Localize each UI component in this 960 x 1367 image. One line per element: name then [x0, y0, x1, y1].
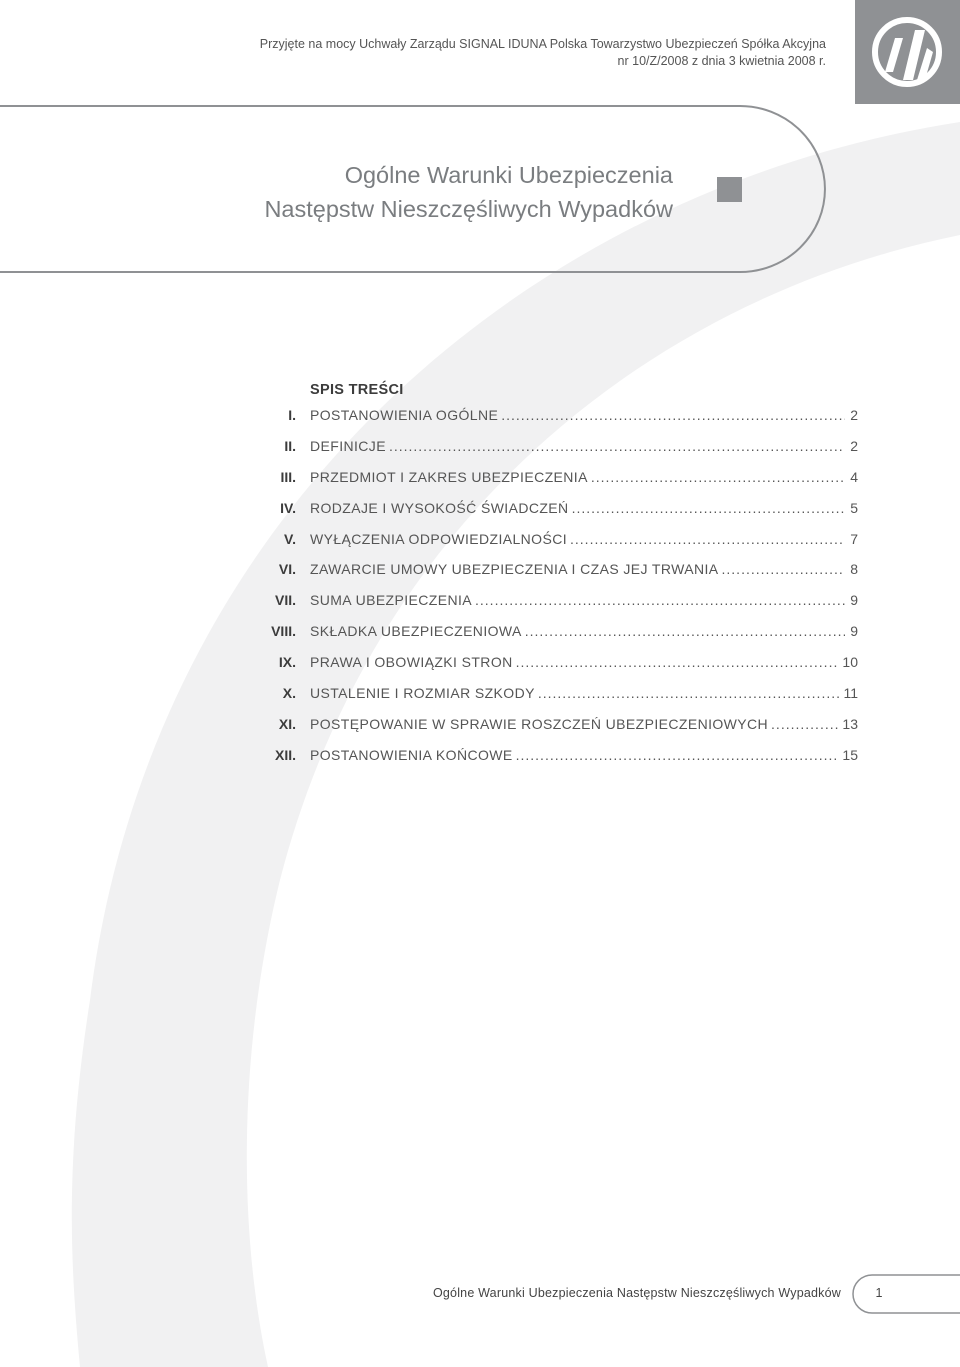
document-title-line-1: Ogólne Warunki Ubezpieczenia	[344, 162, 673, 188]
toc-row[interactable]	[256, 500, 858, 531]
page-number: 1	[875, 1286, 883, 1300]
toc-row[interactable]	[256, 685, 858, 716]
toc-item-page: 9	[850, 623, 858, 640]
toc-item-title: PRZEDMIOT I ZAKRES UBEZPIECZENIA	[310, 468, 588, 485]
toc-item-number: III.	[280, 468, 296, 485]
toc-item-page: 5	[850, 499, 858, 516]
toc-item-title: RODZAJE I WYSOKOŚĆ ŚWIADCZEŃ	[310, 499, 569, 516]
toc-row[interactable]	[256, 561, 858, 592]
toc-item-page: 10	[842, 654, 858, 671]
toc-item-number: II.	[284, 437, 296, 454]
toc-item-number: VI.	[278, 561, 296, 578]
toc-item-page: 4	[850, 468, 858, 485]
toc-leader-dots	[722, 561, 845, 577]
toc-item-number: VIII.	[271, 623, 296, 640]
title-frame	[0, 0, 960, 300]
toc-item-title: POSTANOWIENIA OGÓLNE	[310, 407, 499, 423]
toc-leader-dots	[475, 592, 845, 608]
toc-item-title: PRAWA I OBOWIĄZKI STRON	[310, 654, 513, 671]
toc-item-page: 7	[850, 530, 858, 547]
toc-leader-dots	[570, 531, 845, 547]
toc-item-title: SKŁADKA UBEZPIECZENIOWA	[310, 623, 522, 640]
toc-item-page: 8	[850, 561, 858, 578]
document-title	[264, 158, 673, 226]
toc-item-title: ZAWARCIE UMOWY UBEZPIECZENIA I CZAS JEJ TRWANIA	[310, 561, 719, 578]
toc-item-page: 2	[850, 437, 858, 454]
toc-item-page: 2	[850, 407, 858, 423]
toc-item-number: X.	[282, 685, 296, 702]
toc-item-number: IV.	[280, 499, 296, 516]
toc-item-number: VII.	[274, 592, 296, 609]
toc-row[interactable]	[256, 407, 858, 438]
toc-leader-dots	[516, 654, 840, 670]
toc-leader-dots	[501, 407, 845, 423]
document-title-line-2: Następstw Nieszczęśliwych Wypadków	[264, 196, 673, 222]
toc-item-title: USTALENIE I ROZMIAR SZKODY	[310, 685, 535, 702]
toc-item-number: V.	[284, 530, 296, 547]
toc-row[interactable]	[256, 531, 858, 562]
toc-row[interactable]	[256, 747, 858, 778]
toc-row[interactable]	[256, 469, 858, 500]
toc-row[interactable]	[256, 438, 858, 469]
footer-title: Ogólne Warunki Ubezpieczenia Następstw Nieszczęśliwych Wypadków	[432, 1286, 841, 1300]
toc-item-page: 13	[842, 715, 858, 732]
toc-row[interactable]	[256, 716, 858, 747]
toc-row[interactable]	[256, 592, 858, 623]
toc-item-number: XII.	[274, 746, 296, 763]
toc-leader-dots	[389, 438, 845, 454]
toc-item-number: XI.	[278, 715, 296, 732]
toc-item-number: IX.	[278, 654, 296, 671]
toc-leader-dots	[516, 747, 840, 763]
toc-row[interactable]	[256, 654, 858, 685]
adoption-note-line-1: Przyjęte na mocy Uchwały Zarządu SIGNAL IDUNA Polska Towarzystwo Ubezpieczeń Spółka Akcyjna	[259, 37, 826, 51]
toc-leader-dots	[591, 469, 845, 485]
toc-leader-dots	[572, 500, 845, 516]
toc-item-page: 9	[850, 592, 858, 609]
toc-item-title: POSTĘPOWANIE W SPRAWIE ROSZCZEŃ UBEZPIECZENIOWYCH	[310, 715, 769, 732]
decorative-square	[717, 177, 742, 202]
toc-leader-dots	[538, 685, 841, 701]
toc-leader-dots	[771, 716, 839, 732]
adoption-note-line-2: nr 10/Z/2008 z dnia 3 kwietnia 2008 r.	[617, 54, 826, 68]
toc-leader-dots	[525, 623, 845, 639]
toc-item-title: WYŁĄCZENIA ODPOWIEDZIALNOŚCI	[310, 530, 568, 547]
toc-row[interactable]	[256, 623, 858, 654]
toc-item-page: 11	[843, 685, 858, 702]
toc-item-title: SUMA UBEZPIECZENIA	[310, 592, 473, 609]
table-of-contents	[256, 407, 858, 778]
toc-item-title: POSTANOWIENIA KOŃCOWE	[310, 746, 513, 763]
toc-item-number: I.	[288, 407, 296, 423]
toc-item-title: DEFINICJE	[310, 437, 386, 454]
toc-heading: SPIS TREŚCI	[310, 382, 404, 398]
toc-item-page: 15	[842, 746, 858, 763]
